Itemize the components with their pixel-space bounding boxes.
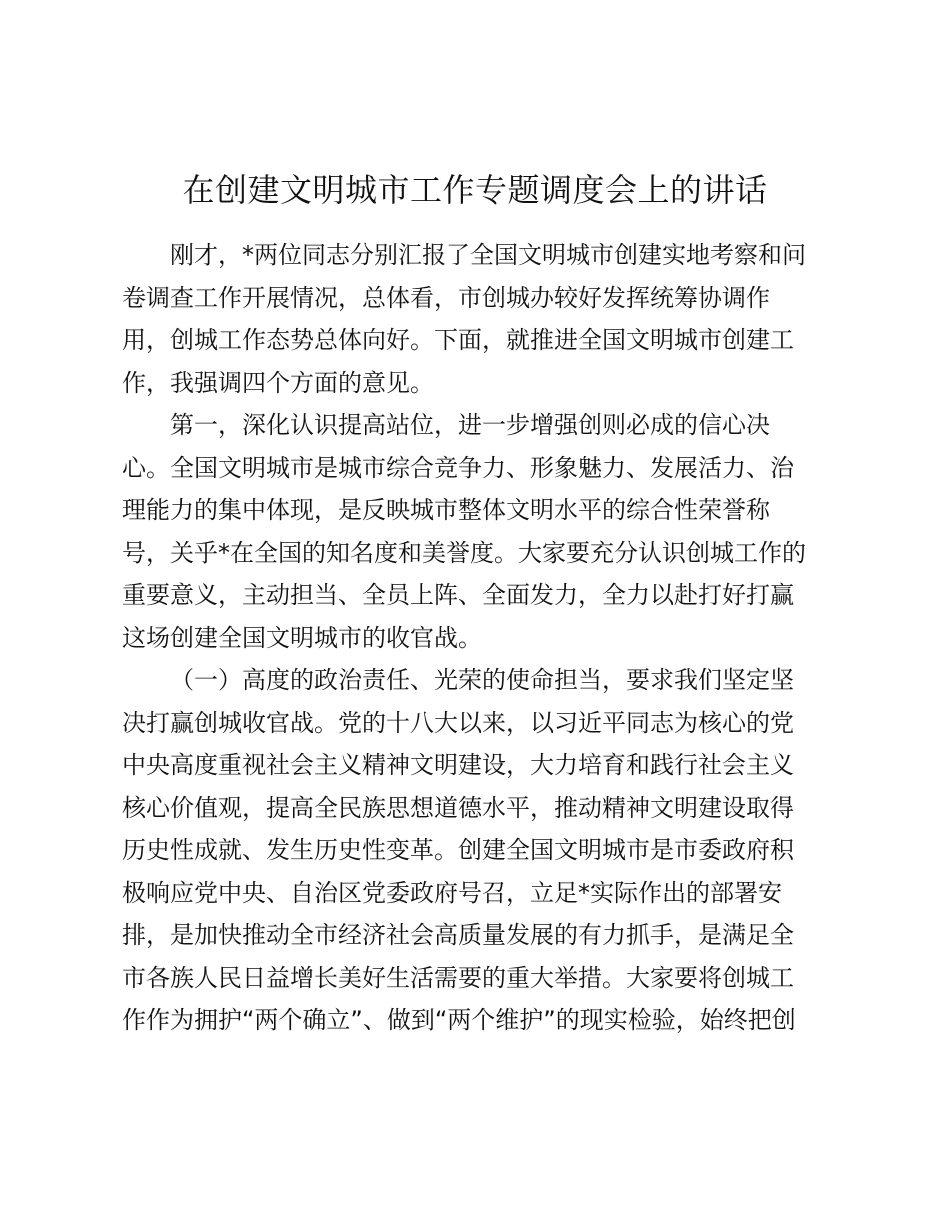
paragraph-3-line-6: 极响应党中央、自治区党委政府号召，立足*实际作出的部署安 xyxy=(122,878,782,907)
paragraph-3-line-7: 排，是加快推动全市经济社会高质量发展的有力抓手，是满足全 xyxy=(122,921,794,949)
document-body xyxy=(122,234,842,1042)
paragraph-1-line-4: 作，我强调四个方面的意见。 xyxy=(122,368,434,397)
paragraph-1-line-2: 卷调查工作开展情况，总体看，市创城办较好发挥统筹协调作 xyxy=(122,283,770,312)
paragraph-3-line-5: 历史性成就、发生历史性变革。创建全国文明城市是市委政府积 xyxy=(122,836,794,864)
paragraph-2-line-2: 心。全国文明城市是城市综合竞争力、形象魅力、发展活力、治 xyxy=(122,453,794,482)
paragraph-1-line-1: 刚才，*两位同志分别汇报了全国文明城市创建实地考察和问 xyxy=(170,241,806,269)
paragraph-2-line-1: 第一，深化认识提高站位，进一步增强创则必成的信心决 xyxy=(170,411,770,439)
paragraph-2-line-4: 号，关乎*在全国的知名度和美誉度。大家要充分认识创城工作的 xyxy=(122,538,806,567)
paragraph-3-line-4: 核心价值观，提高全民族思想道德水平，推动精神文明建设取得 xyxy=(122,793,794,822)
paragraph-3-line-8: 市各族人民日益增长美好生活需要的重大举措。大家要将创城工 xyxy=(122,963,794,992)
paragraph-2-line-3: 理能力的集中体现，是反映城市整体文明水平的综合性荣誉称 xyxy=(122,496,770,524)
paragraph-1-line-3: 用，创城工作态势总体向好。下面，就推进全国文明城市创建工 xyxy=(122,326,794,354)
paragraph-3-line-2: 决打赢创城收官战。党的十八大以来，以习近平同志为核心的党 xyxy=(122,708,794,737)
paragraph-3-line-9: 作作为拥护“两个确立”、做到“两个维护”的现实检验，始终把创 xyxy=(122,1006,796,1034)
paragraph-3-line-3: 中央高度重视社会主义精神文明建设，大力培育和践行社会主义 xyxy=(122,751,794,779)
paragraph-2-line-5: 重要意义，主动担当、全员上阵、全面发力，全力以赴打好打赢 xyxy=(122,581,794,609)
paragraph-3-line-1: （一）高度的政治责任、光荣的使命担当，要求我们坚定坚 xyxy=(170,666,794,694)
document-title: 在创建文明城市工作专题调度会上的讲话 xyxy=(182,171,768,209)
paragraph-2-line-6: 这场创建全国文明城市的收官战。 xyxy=(122,623,482,652)
